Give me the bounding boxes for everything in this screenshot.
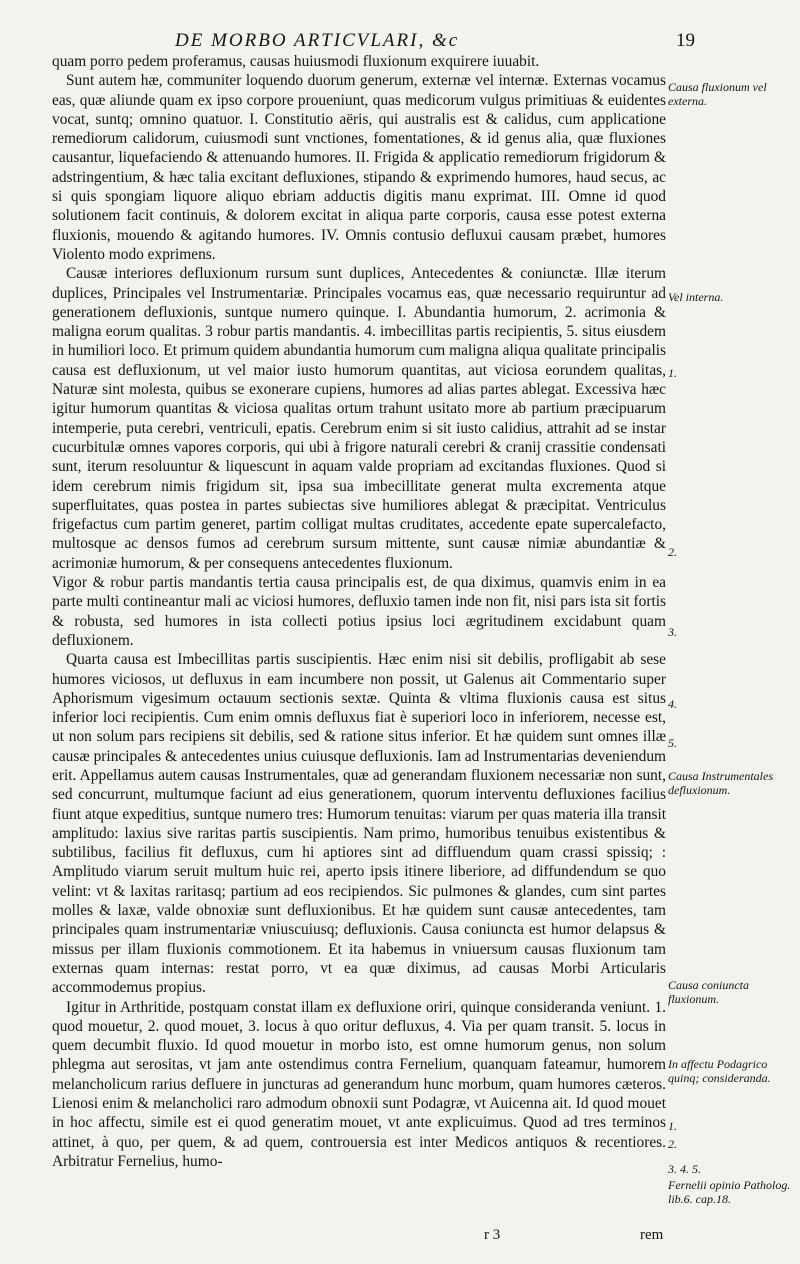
marginal-note: 2. — [668, 1137, 677, 1151]
catchword: rem — [640, 1227, 664, 1243]
paragraph: quam porro pedem proferamus, causas huiusmodi fluxionum exquirere iuuabit. — [52, 53, 540, 70]
main-text — [52, 52, 666, 1171]
marginal-note: 4. — [668, 697, 677, 711]
marginal-note: 3. 4. 5. — [668, 1162, 701, 1176]
running-title: DE MORBO ARTICVLARI, &c — [175, 30, 460, 51]
marginal-note: 2. — [668, 545, 677, 559]
marginal-note: Causa coniuncta fluxionum. — [668, 978, 749, 1006]
paragraph: Vigor & robur partis mandantis tertia causa principalis est, de qua diximus, quamvis enim in ea parte multi contineantur mali ac viciosi humores, defluxio tamen inde non fit, nisi pars ista sit fortis & robusta, sed humores in ista collecti potius ipsius loci ægritudinem excidabunt quam defluxionem. — [52, 574, 666, 649]
paragraph: Sunt autem hæ, communiter loquendo duorum generum, externæ vel internæ. Externas vocamus eas, quæ aliunde quam ex ipso corpore proueniunt, quas medicorum vulgus primitiuas & euidentes vocat, suntq; omnino quatuor. I. Constitutio aëris, qui australis est & calidus, cum applicatione remediorum calidorum, cuiusmodi sunt vnctiones, fomentationes, & id genus alia, quæ fluxiones causantur, liquefaciendo & attenuando humores. II. Frigida & applicatio remediorum frigidorum & adstringentium, & hæc talia excitant defluxiones, stipando & exprimendo humores, haud secus, ac si quis spongiam liquore aliquo ebriam adductis digitis manu exprimat. III. Omne id quod solutionem facit continuis, & dolorem excitat in aliqua parte corporis, causa esse potest externa fluxionis, mouendo & agitando humores. IV. Omnis contusio defluxui causam præbet, humores Violento modo exprimens. — [52, 72, 666, 263]
page-header — [175, 30, 695, 54]
marginal-note: Fernelii opinio Patholog. lib.6. cap.18. — [668, 1178, 791, 1206]
page-number: 19 — [676, 30, 695, 51]
marginal-note: 1. — [668, 1119, 677, 1133]
paragraph: Causæ interiores defluxionum rursum sunt duplices, Antecedentes & coniunctæ. Illæ iterum duplices, Principales vel Instrumentariæ. Principales vocamus eas, quæ necessario requiruntur ad generationem defluxionis, suntque numero quinque. I. Abundantia humorum, 2. acrimonia & maligna eorum qualitas. 3 robur partis mandantis. 4. imbecillitas partis recipientis, 5. situs eiusdem in humiliori loco. Et primum quidem abundantia humorum cum maligna aliqua qualitate principalis causa est defluxionum, ut vel maior iusto humorum quantitas, aut viciosa eorundem qualitas, Naturæ sint molesta, quibus se exonerare cupiens, humores ad alias partes ablegat. Excessiva hæc igitur humorum quantitas & viciosa qualitas ortum trahunt usitato more ab partium præcipuarum intemperie, puta cerebri, ventriculi, epatis. Cerebrum enim si sit iusto calidius, attrahit ad se instar cucurbitulæ omnes vapores corporis, qui ubi à frigore naturali cerebri & cranij crassitie condensati sunt, iterum resoluuntur & liquescunt in aquam valde propriam ad excitandas fluxiones. Quod si idem cerebrum nimis frigidum sit, ipsa sua imbecillitate generat multa excrementa atque superfluitates, quas postea in partes subiectas sive humiliores ablegat & præcipitat. Ventriculus frigefactus cum partim generet, partim colligat multas cruditates, accedente epate supercalefacto, multosque ac densos fumos ad cerebrum sursum mittente, sunt causæ nimiæ abundantiæ & acrimoniæ humorum, & per consequens antecedentes fluxionum. — [52, 265, 666, 572]
paragraph: Quarta causa est Imbecillitas partis suscipientis. Hæc enim nisi sit debilis, profligabit ab sese humores viciosos, ut defluxus in eam incumbere non possit, ut Galenus ait Commentario super Aphorismum vigesimum octauum sectionis sextæ. Quinta & vltima fluxionis causa est situs inferior loci recipientis. Cum enim omnis defluxus fiat è superiori loco in inferiorem, necesse est, ut non solum pars recipiens sit debilis, sed & ratione situs inferior. Et hæ quidem sunt omnes illæ causæ principales & antecedentes unius cuiusque defluxionis. Iam ad Instrumentarias deveniendum erit. Appellamus autem causas Instrumentales, quæ ad generandam fluxionem necessariæ non sunt, sed concurrunt, multumque faciunt ad eius generationem, quorum interventu defluxiones facilius fiunt atque expeditius, suntque numero tres: Humorum tenuitas: viarum per quas materia illa transit amplitudo: laxius sive raritas partis suscipientis. Nam primo, humoribus tenuibus existentibus & subtilibus, facilius fit defluxus, cum hi aptiores sint ad diffluendum quam crassi spissiq; : Amplitudo viarum seruit multum huic rei, aperto ipsis itinere liberiore, ad diffundendum se quo velint: vt & laxitas raritasq; partium ad eos recipiendos. Sic pulmones & glandes, cum sint partes molles & laxæ, valde obnoxiæ sunt defluxionibus. Et hæ quidem sunt causæ antecedentes, tam principales quam instrumentariæ vniuscuiusq; defluxionis. Causa coniuncta est humor delapsus & missus per illam fluxionis commotionem. Et ita habemus in vniuersum causas fluxionum tam externas quam internas: restat porro, vt ea quæ diximus, ad causas Morbi Articularis accommodemus propius. — [52, 651, 666, 997]
marginal-note: 3. — [668, 625, 677, 639]
page-footer — [0, 1227, 800, 1251]
paragraph: Igitur in Arthritide, postquam constat illam ex defluxione oriri, quinque consideranda veniunt. 1. quod mouetur, 2. quod mouet, 3. locus à quo oritur defluxus, 4. Via per quam transit. 5. locus in quem decumbit fluxio. Id quod mouetur in morbo isto, est omne humorum genus, non solum phlegma aut serositas, vt jam ante ostendimus contra Fernelium, quanquam fateamur, humorem melancholicum rarius defluere in juncturas ad generandum hunc morbum, quam humores cæteros. Lienosi enim & melancholici raro admodum obnoxii sunt Podagræ, vt Auicenna ait. Id quod mouet in hoc affectu, simile est ei quod generatim mouet, vt ante explicuimus. Quod ad tres terminos attinet, à quo, per quem, & ad quem, controuersia est inter Medicos antiquos & recentiores. Arbitratur Fernelius, humo- — [52, 998, 666, 1170]
marginal-note: In affectu Podagrico quinq; consideranda. — [668, 1057, 771, 1085]
marginal-note: 5. — [668, 736, 677, 750]
marginal-note: Causa Instrumentales defluxionum. — [668, 769, 773, 797]
marginal-note: 1. — [668, 366, 677, 380]
marginal-note: Vel interna. — [668, 290, 724, 304]
signature-mark: r 3 — [484, 1227, 501, 1243]
marginal-note: Causa fluxionum vel externa. — [668, 80, 767, 108]
